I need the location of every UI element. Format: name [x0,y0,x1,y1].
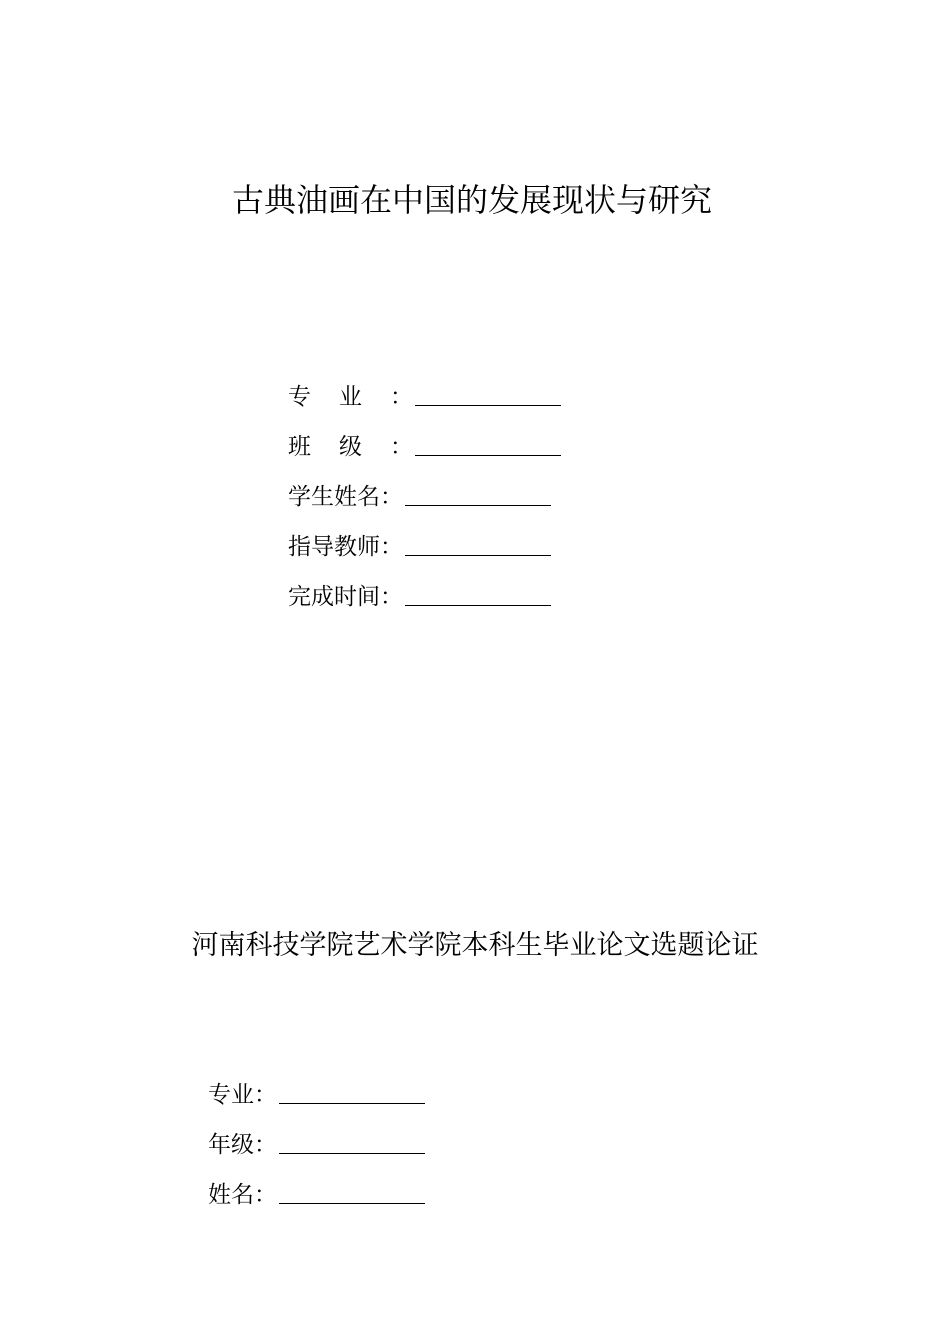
major-label: 专业 [288,384,390,410]
advisor-label: 指导教师 [288,534,380,560]
cert-name-blank-line[interactable] [279,1203,425,1204]
colon: ： [390,384,413,410]
cert-grade-label: 年级 [208,1132,254,1158]
student-name-label: 学生姓名 [288,484,380,510]
class-label: 班级 [288,434,390,460]
student-name-field [288,482,551,512]
cert-grade-blank-line[interactable] [279,1153,425,1154]
cert-name-field [208,1180,425,1210]
advisor-blank-line[interactable] [405,555,551,556]
major-field [288,382,561,412]
cert-major-field [208,1080,425,1110]
completion-time-label: 完成时间 [288,584,380,610]
class-field [288,432,561,462]
class-blank-line[interactable] [415,455,561,456]
colon: ： [254,1132,277,1158]
colon: ： [254,1182,277,1208]
colon: ： [380,584,403,610]
colon: ： [380,484,403,510]
advisor-field [288,532,551,562]
colon: ： [390,434,413,460]
cert-grade-field [208,1130,425,1160]
document-title: 古典油画在中国的发展现状与研究 [231,181,712,219]
student-name-blank-line[interactable] [405,505,551,506]
cert-major-label: 专业 [208,1082,254,1108]
colon: ： [254,1082,277,1108]
cert-name-label: 姓名 [208,1182,254,1208]
completion-time-field [288,582,551,612]
completion-time-blank-line[interactable] [405,605,551,606]
cert-major-blank-line[interactable] [279,1103,425,1104]
certificate-title: 河南科技学院艺术学院本科生毕业论文选题论证 [191,930,759,961]
major-blank-line[interactable] [415,405,561,406]
colon: ： [380,534,403,560]
